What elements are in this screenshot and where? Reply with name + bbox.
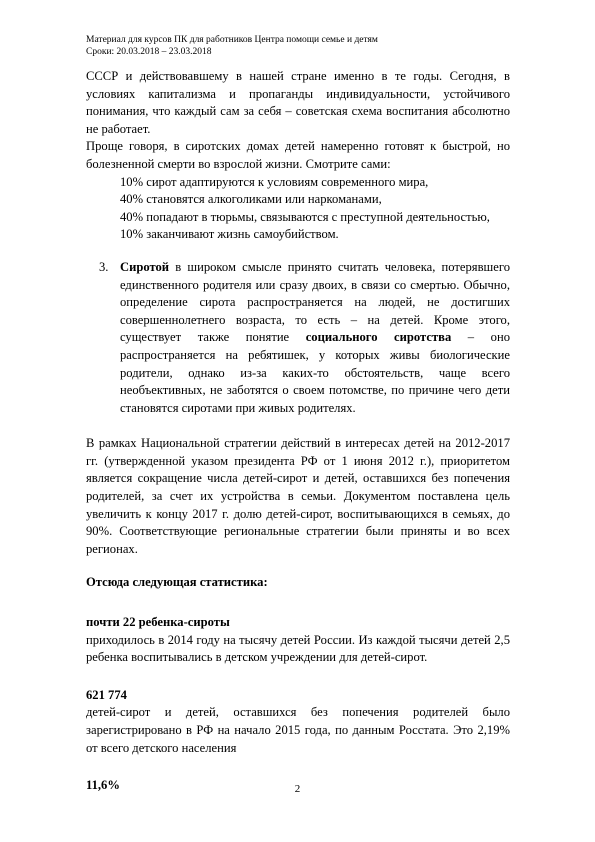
stat1-value: почти 22 ребенка-сироты <box>86 615 230 630</box>
orphan-outcome-stats <box>86 174 510 244</box>
item3-text-a: в широком смысле принято считать человека, потерявшего единственного родителя или сразу двоих, в связи со смертью. Обычно, определение сирота распространяется на людей, не достигших совершеннолетнего возраста, то есть – на детей. Кроме этого, существует также понятие <box>120 259 510 345</box>
term-orphan: Сиротой <box>120 259 170 274</box>
page-header <box>86 34 526 58</box>
stat2-value: 621 774 <box>86 687 127 702</box>
item3-text-b: – оно распространяется на ребятишек, у которых живы биологические родители, однако из-за каких-то обстоятельств, чаще всего необъективных, не заботятся о своем потомстве, по причине чего дети становятся сиротами при живых родителях. <box>120 330 510 415</box>
stat-line: 10% сирот адаптируются к условиям современного мира, <box>120 174 429 189</box>
paragraph-continued: СССР и действовавшему в нашей стране именно в те годы. Сегодня, в условиях капитализма и пропаганды индивидуальности, устойчивого понимания, что каждый сам за себя – советская схема воспитания абсолютно не работает. <box>86 69 510 136</box>
numbered-item-3 <box>99 259 510 417</box>
stat-line: 40% попадают в тюрьмы, связываются с преступной деятельностью, <box>120 209 490 224</box>
stat3-value: 11,6% <box>86 778 120 793</box>
page-number: 2 <box>294 783 301 795</box>
paragraph-simply-put: Проще говоря, в сиротских домах детей намеренно готовят к быстрой, но болезненной смерти во взрослой жизни. Смотрите сами: <box>86 139 510 171</box>
stat-line: 40% становятся алкоголиками или наркоманами, <box>120 192 382 207</box>
document-body <box>86 68 510 795</box>
header-course-title: Материал для курсов ПК для работников Центра помощи семье и детям <box>86 35 378 45</box>
stat1-description: приходилось в 2014 году на тысячу детей России. Из каждой тысячи детей 2,5 ребенка воспитывались в детском учреждении для детей-сирот. <box>86 632 510 665</box>
term-social-orphanhood: социального сиротства <box>305 330 452 345</box>
statistics-heading: Отсюда следующая статистика: <box>86 575 268 590</box>
list-number: 3. <box>99 259 109 274</box>
stat-line: 10% заканчивают жизнь самоубийством. <box>120 227 339 242</box>
paragraph-national-strategy: В рамках Национальной стратегии действий в интересах детей на 2012-2017 гг. (утвержденной указом президента РФ от 1 июня 2012 г.), приоритетом является сокращение числа детей-сирот и детей, оставшихся без попечения родителей, за счет их устройства в семьи. Документом поставлена цель увеличить к концу 2017 г. долю детей-сирот, воспитывающихся в семьях, до 90%. Соответствующие региональные стратегии были приняты и во всех регионах. <box>86 436 510 556</box>
stat2-description: детей-сирот и детей, оставшихся без попечения родителей было зарегистрировано в РФ на начало 2015 года, по данным Росстата. Это 2,19% от всего детского населения <box>86 705 510 755</box>
header-dates: Сроки: 20.03.2018 – 23.03.2018 <box>86 47 212 57</box>
